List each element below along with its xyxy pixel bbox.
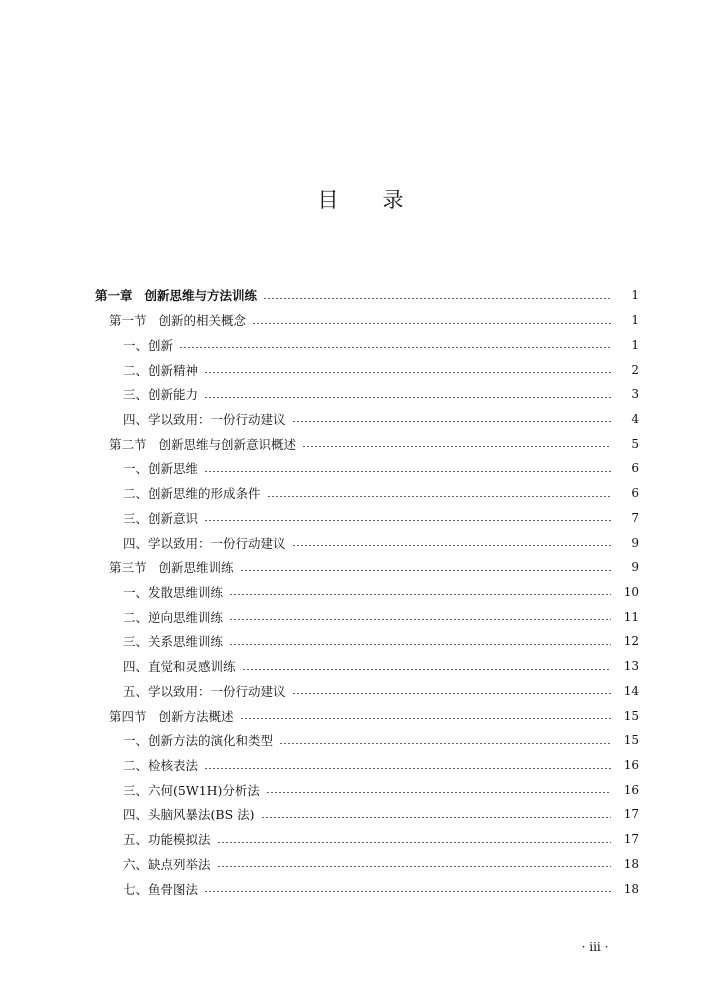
toc-section[interactable] [0, 703, 721, 728]
toc-page-number: 1 [631, 337, 639, 352]
toc-text: 创新思维 [148, 461, 199, 477]
toc-label [123, 781, 266, 799]
toc-text: 创新的相关概念 [158, 313, 247, 329]
toc-page-number: 17 [623, 807, 639, 822]
toc-section[interactable] [0, 555, 721, 580]
toc-page-number: 15 [623, 708, 639, 723]
toc-text: 创新思维的形成条件 [148, 486, 261, 502]
toc-text: 六何(5W1H)分析法 [148, 782, 260, 798]
toc-page-number: 13 [623, 659, 639, 674]
toc-label [123, 830, 217, 848]
dot-leader [204, 520, 611, 521]
dot-leader [217, 866, 611, 867]
toc-label [123, 880, 204, 898]
toc-label [123, 336, 179, 354]
toc-label [123, 731, 279, 749]
toc-number: 二、 [123, 362, 149, 378]
toc-label [123, 361, 204, 379]
toc-item[interactable] [0, 876, 721, 901]
toc-item[interactable] [0, 357, 721, 382]
dot-leader [266, 792, 611, 793]
toc-text: 创新思维与创新意识概述 [158, 436, 297, 452]
table-of-contents [0, 283, 721, 901]
dot-leader [292, 545, 611, 546]
dot-leader [302, 446, 611, 447]
toc-text: 功能模拟法 [148, 832, 211, 848]
toc-number: 第二节 [109, 436, 147, 452]
toc-number: 四、 [123, 411, 149, 427]
toc-number: 二、 [123, 758, 149, 774]
toc-page-number: 6 [631, 461, 639, 476]
dot-leader [252, 323, 611, 324]
toc-number: 三、 [123, 387, 149, 403]
dot-leader [204, 768, 611, 769]
toc-number: 五、 [123, 832, 149, 848]
toc-item[interactable] [0, 777, 721, 802]
toc-page-number: 16 [623, 782, 639, 797]
toc-item[interactable] [0, 827, 721, 852]
toc-number: 一、 [123, 461, 149, 477]
dot-leader [229, 619, 611, 620]
dot-leader [279, 743, 611, 744]
toc-page-number: 1 [631, 288, 639, 303]
toc-label [123, 459, 204, 477]
toc-text: 创新意识 [148, 510, 199, 526]
toc-item[interactable] [0, 753, 721, 778]
toc-number: 二、 [123, 609, 149, 625]
toc-text: 发散思维训练 [148, 584, 224, 600]
toc-label [123, 805, 261, 823]
toc-page-number: 14 [623, 683, 639, 698]
toc-item[interactable] [0, 604, 721, 629]
toc-item[interactable] [0, 728, 721, 753]
toc-text: 创新思维训练 [158, 560, 234, 576]
toc-text: 创新能力 [148, 387, 199, 403]
toc-number: 第一章 [95, 288, 133, 304]
toc-item[interactable] [0, 382, 721, 407]
toc-text: 检核表法 [148, 758, 199, 774]
dot-leader [292, 693, 611, 694]
toc-page-number: 6 [631, 486, 639, 501]
toc-number: 五、 [123, 683, 149, 699]
toc-number: 第三节 [109, 560, 147, 576]
toc-chapter[interactable] [0, 283, 721, 308]
dot-leader [267, 496, 611, 497]
toc-label [95, 286, 263, 304]
toc-label [109, 707, 240, 725]
toc-label [123, 632, 229, 650]
toc-page-number: 5 [631, 436, 639, 451]
toc-text: 缺点列举法 [148, 856, 211, 872]
dot-leader [240, 718, 611, 719]
toc-label [123, 509, 204, 527]
toc-page-number: 1 [631, 313, 639, 328]
toc-label [123, 410, 292, 428]
toc-page-number: 2 [631, 362, 639, 377]
dot-leader [261, 817, 612, 818]
toc-label [109, 558, 240, 576]
toc-item[interactable] [0, 654, 721, 679]
dot-leader [204, 397, 611, 398]
toc-label [123, 657, 242, 675]
page-title: 目录 [317, 188, 448, 212]
toc-page-number: 3 [631, 387, 639, 402]
toc-item[interactable] [0, 802, 721, 827]
toc-item[interactable] [0, 407, 721, 432]
toc-text: 逆向思维训练 [148, 609, 224, 625]
toc-item[interactable] [0, 580, 721, 605]
dot-leader [204, 471, 611, 472]
toc-text: 学以致用：一份行动建议 [148, 411, 286, 427]
dot-leader [263, 298, 611, 299]
toc-text: 创新方法概述 [158, 708, 234, 724]
toc-text: 创新思维与方法训练 [144, 288, 258, 304]
toc-item[interactable] [0, 530, 721, 555]
toc-number: 第四节 [109, 708, 147, 724]
toc-label [123, 756, 204, 774]
toc-text: 头脑风暴法(BS 法) [148, 807, 255, 823]
toc-page-number: 4 [631, 411, 639, 426]
page-number: · iii · [581, 940, 609, 954]
toc-text: 鱼骨图法 [148, 881, 199, 897]
dot-leader [217, 842, 611, 843]
dot-leader [292, 421, 611, 422]
toc-item[interactable] [0, 481, 721, 506]
toc-number: 一、 [123, 337, 149, 353]
toc-label [123, 484, 267, 502]
toc-page-number: 9 [631, 535, 639, 550]
toc-label [109, 311, 252, 329]
dot-leader [204, 891, 611, 892]
toc-page-number: 9 [631, 560, 639, 575]
toc-number: 一、 [123, 584, 149, 600]
toc-number: 三、 [123, 634, 149, 650]
toc-item[interactable] [0, 629, 721, 654]
toc-section[interactable] [0, 308, 721, 333]
toc-item[interactable] [0, 852, 721, 877]
toc-text: 创新方法的演化和类型 [148, 733, 274, 749]
toc-text: 创新 [148, 337, 174, 353]
toc-page-number: 17 [623, 832, 639, 847]
toc-label [109, 435, 302, 453]
toc-page-number: 16 [623, 758, 639, 773]
toc-label [123, 682, 292, 700]
toc-label [123, 583, 229, 601]
dot-leader [229, 594, 611, 595]
toc-number: 第一节 [109, 313, 147, 329]
toc-text: 学以致用：一份行动建议 [148, 535, 286, 551]
dot-leader [179, 347, 611, 348]
toc-item[interactable] [0, 456, 721, 481]
toc-text: 关系思维训练 [148, 634, 224, 650]
toc-page-number: 15 [623, 733, 639, 748]
toc-page-number: 18 [623, 881, 639, 896]
toc-page-number: 11 [623, 609, 639, 624]
toc-number: 四、 [123, 807, 149, 823]
toc-text: 学以致用：一份行动建议 [148, 683, 286, 699]
dot-leader [242, 669, 611, 670]
toc-page-number: 12 [623, 634, 639, 649]
toc-page-number: 7 [631, 510, 639, 525]
toc-item[interactable] [0, 505, 721, 530]
toc-number: 四、 [123, 535, 149, 551]
toc-number: 六、 [123, 856, 149, 872]
toc-number: 一、 [123, 733, 149, 749]
dot-leader [240, 570, 611, 571]
toc-label [123, 855, 217, 873]
toc-label [123, 385, 204, 403]
toc-number: 七、 [123, 881, 149, 897]
toc-text: 直觉和灵感训练 [148, 659, 236, 675]
toc-number: 三、 [123, 782, 149, 798]
toc-label [123, 534, 292, 552]
toc-page-number: 10 [623, 584, 639, 599]
toc-number: 四、 [123, 659, 149, 675]
toc-item[interactable] [0, 332, 721, 357]
toc-item[interactable] [0, 679, 721, 704]
toc-page-number: 18 [623, 856, 639, 871]
toc-text: 创新精神 [148, 362, 199, 378]
toc-number: 二、 [123, 486, 149, 502]
dot-leader [204, 372, 611, 373]
toc-section[interactable] [0, 431, 721, 456]
toc-number: 三、 [123, 510, 149, 526]
toc-label [123, 608, 229, 626]
dot-leader [229, 644, 611, 645]
